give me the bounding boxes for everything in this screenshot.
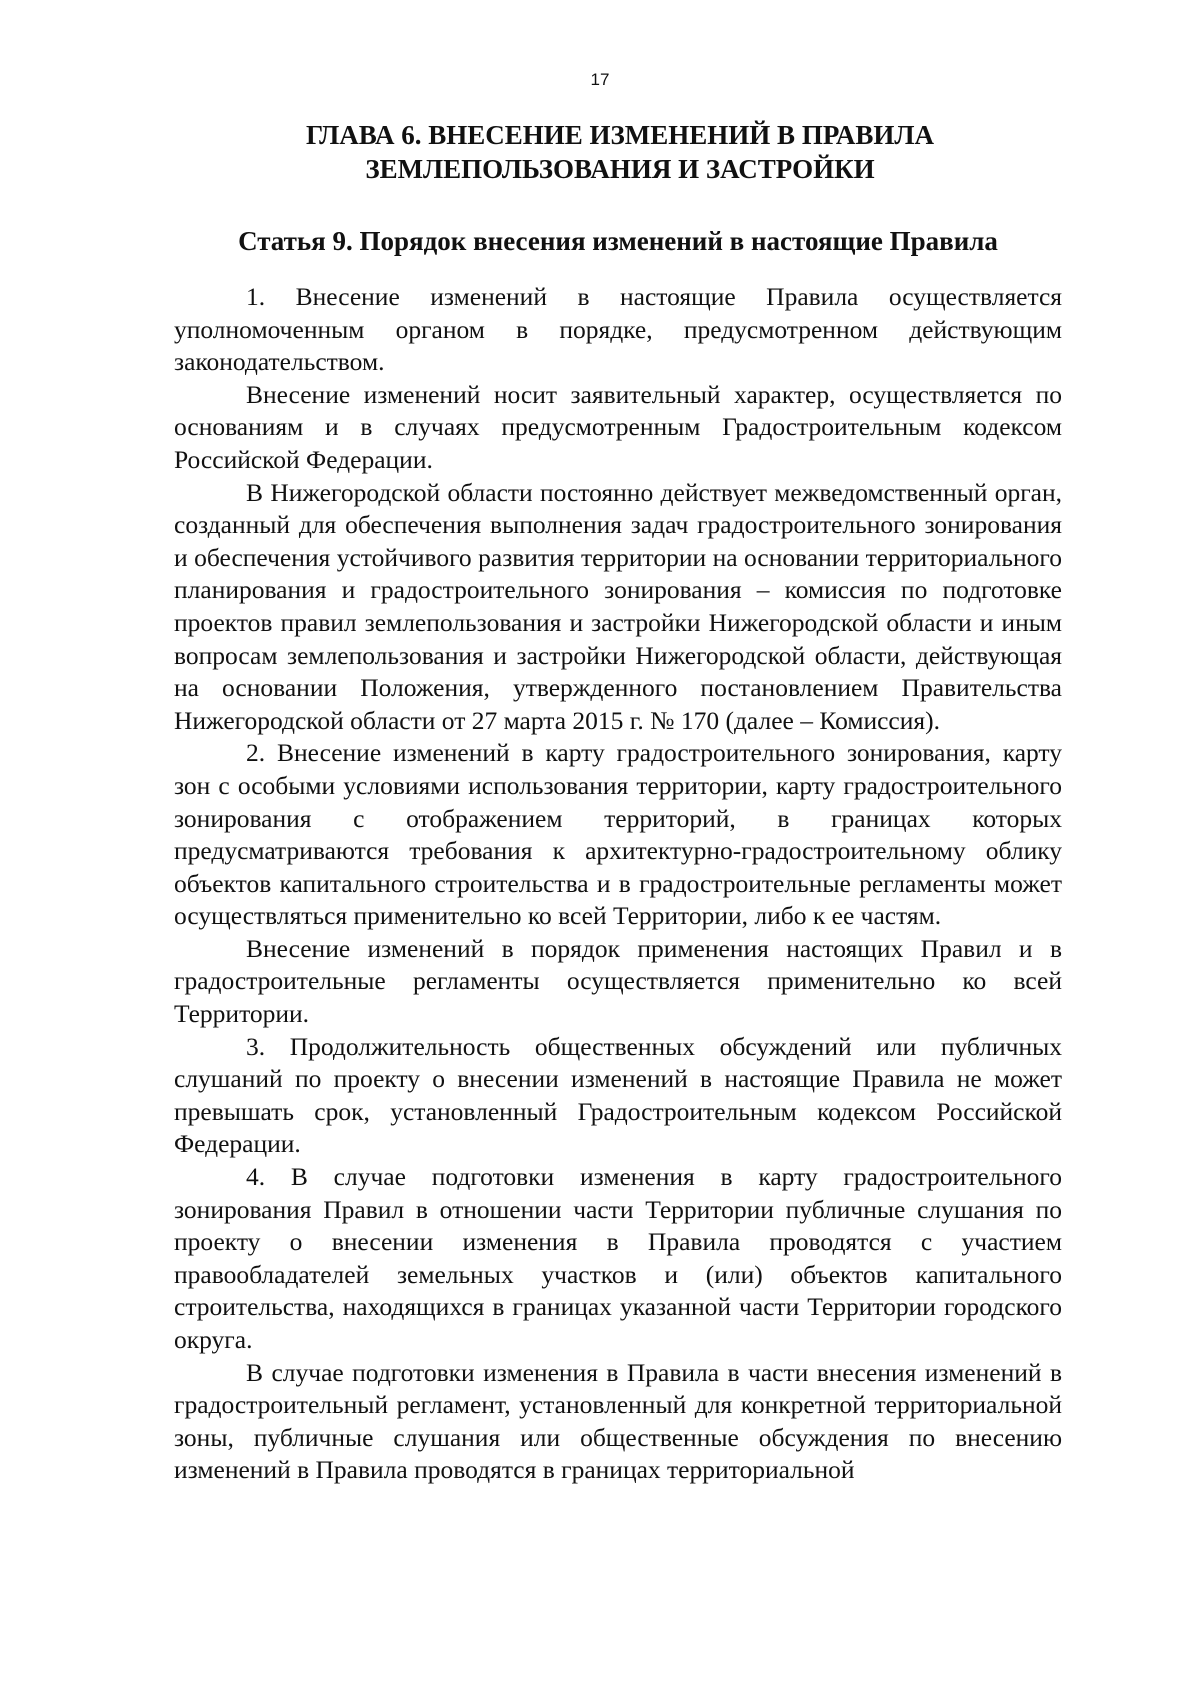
paragraph-2: Внесение изменений носит заявительный характер, осуществляется по основаниям и в случаях предусмотренным Градостроительным кодексом Российской Федерации. xyxy=(174,379,1062,474)
chapter-title-line-1: ГЛАВА 6. ВНЕСЕНИЕ ИЗМЕНЕНИЙ В ПРАВИЛА xyxy=(305,120,934,150)
page-number: 17 xyxy=(590,70,610,89)
chapter-title-line-2: ЗЕМЛЕПОЛЬЗОВАНИЯ И ЗАСТРОЙКИ xyxy=(365,154,875,184)
paragraph-7: 4. В случае подготовки изменения в карту градостроительного зонирования Правил в отношении части Территории публичные слушания по проекту о внесении изменения в Правила проводятся с участием правообладателей земельных участков и (или) объектов капитального строительства, находящихся в границах указанной части Территории городского округа. xyxy=(174,1162,1062,1354)
paragraph-3: В Нижегородской области постоянно действует межведомственный орган, созданный для обеспечения выполнения задач градостроительного зонирования и обеспечения устойчивого развития территории на основании территориального планирования и градостроительного зонирования – комиссия по подготовке проектов правил землепользования и застройки Нижегородской области и иным вопросам землепользования и застройки Нижегородской области, действующая на основании Положения, утвержденного постановлением Правительства Нижегородской области от 27 марта 2015 г. № 170 (далее – Комиссия). xyxy=(174,477,1062,735)
article-title: Статья 9. Порядок внесения изменений в настоящие Правила xyxy=(238,226,998,256)
article-body xyxy=(174,281,1062,1487)
paragraph-1: 1. Внесение изменений в настоящие Правила осуществляется уполномоченным органом в порядке, предусмотренном действующим законодательством. xyxy=(174,282,1062,377)
paragraph-6: 3. Продолжительность общественных обсуждений или публичных слушаний по проекту о внесении изменений в настоящие Правила не может превышать срок, установленный Градостроительным кодексом Российской Федерации. xyxy=(174,1031,1062,1159)
chapter-title xyxy=(170,118,1070,186)
paragraph-8: В случае подготовки изменения в Правила в части внесения изменений в градостроительный регламент, установленный для конкретной территориальной зоны, публичные слушания или общественные обсуждения по внесению изменений в Правила проводятся в границах территориальной xyxy=(174,1357,1062,1485)
paragraph-5: Внесение изменений в порядок применения настоящих Правил и в градостроительные регламенты осуществляется применительно ко всей Территории. xyxy=(174,933,1062,1029)
paragraph-4: 2. Внесение изменений в карту градостроительного зонирования, карту зон с особыми условиями использования территории, карту градостроительного зонирования с отображением территорий, в границах которых предусматриваются требования к архитектурно-градостроительному облику объектов капитального строительства и в градостроительные регламенты может осуществляться применительно ко всей Территории, либо к ее частям. xyxy=(174,738,1062,931)
